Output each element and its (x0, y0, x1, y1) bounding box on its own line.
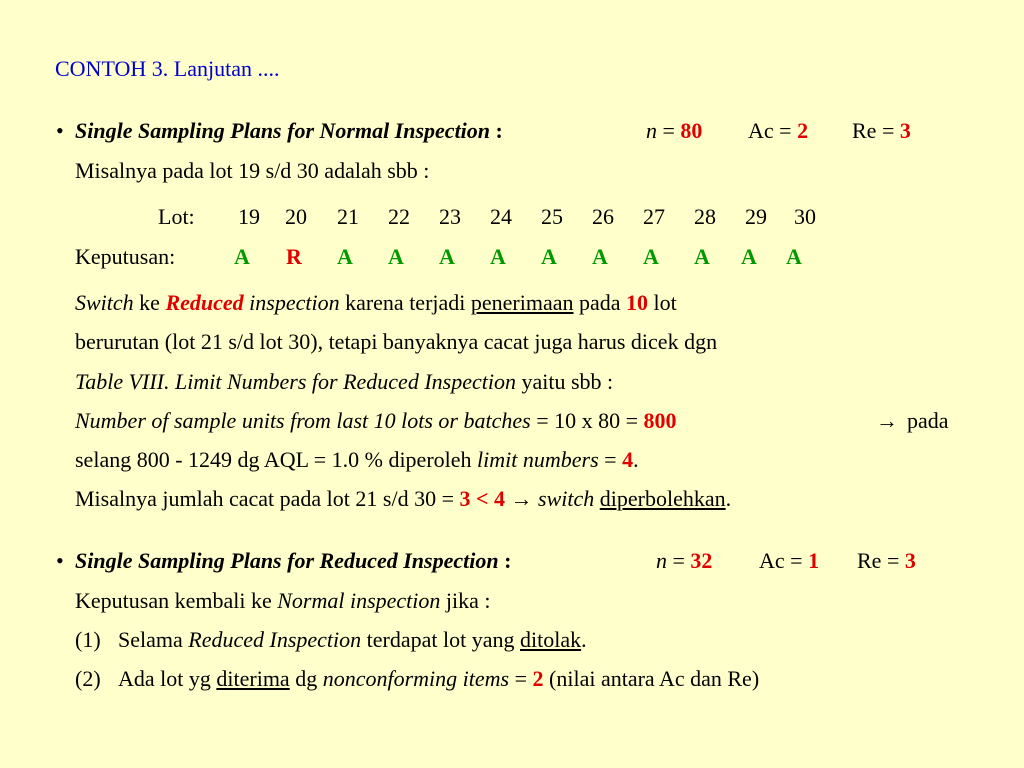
n-label: n (646, 118, 657, 143)
text: terdapat lot yang (361, 627, 520, 652)
text: karena terjadi (339, 290, 471, 315)
decision-value: A (439, 244, 455, 269)
section1-intro: Misalnya pada lot 19 s/d 30 adalah sbb : (75, 158, 430, 183)
section1-colon: : (490, 118, 503, 143)
eq: = (667, 548, 691, 573)
nonconforming-value: 2 (532, 666, 544, 691)
n-value: 80 (680, 118, 703, 143)
paragraph-line-5 (75, 447, 639, 473)
paragraph-line-3 (75, 369, 613, 395)
lot-number: 26 (592, 204, 614, 229)
arrow-right-icon: → (876, 408, 898, 433)
section1-ac (748, 118, 808, 144)
paragraph-line-6 (75, 486, 731, 512)
reduced-term: Reduced (165, 290, 244, 315)
decision-value: A (234, 244, 250, 269)
diterima-term: diterima (216, 666, 290, 691)
item-2-number: (2) (75, 666, 101, 691)
decision-label: Keputusan: (75, 244, 176, 269)
section2-heading-line (75, 548, 511, 574)
limit-numbers-term: limit numbers (477, 447, 599, 472)
section2-heading: Single Sampling Plans for Reduced Inspection (75, 548, 499, 573)
lot-number: 19 (238, 204, 260, 229)
decision-value: A (490, 244, 506, 269)
sample-units-value: 800 (643, 408, 677, 433)
text: selang 800 - 1249 dg AQL = 1.0 % diperoleh (75, 447, 478, 472)
lot-number: 28 (694, 204, 716, 229)
ac-label: Ac = (759, 548, 809, 573)
nonconforming-items-term: nonconforming items (322, 666, 510, 691)
reduced-inspection-term: Reduced Inspection (188, 627, 362, 652)
lot-count-value: 10 (626, 290, 649, 315)
pada-text: pada (907, 408, 949, 433)
item-1-number: (1) (75, 627, 101, 652)
lot-number: 23 (439, 204, 461, 229)
decision-value: A (337, 244, 353, 269)
section1-heading: Single Sampling Plans for Normal Inspection (75, 118, 491, 143)
lot-number: 30 (794, 204, 816, 229)
text: pada (573, 290, 627, 315)
re-value: 3 (899, 118, 911, 143)
text: yaitu sbb : (515, 369, 614, 394)
section2-params (656, 548, 712, 574)
penerimaan-term: penerimaan (470, 290, 574, 315)
bullet-1: • (56, 118, 64, 143)
text: (nilai antara Ac dan Re) (543, 666, 760, 691)
comparison-value: 3 < 4 (459, 486, 506, 511)
text: . (725, 486, 732, 511)
ac-value: 2 (797, 118, 809, 143)
decisions-row (0, 244, 1024, 270)
lots-row (0, 204, 1024, 230)
lot-number: 24 (490, 204, 512, 229)
inspection-term: inspection (243, 290, 340, 315)
re-label: Re = (857, 548, 905, 573)
ac-value: 1 (808, 548, 820, 573)
sample-units-term: Number of sample units from last 10 lots or batches (75, 408, 531, 433)
page-title: CONTOH 3. Lanjutan .... (55, 56, 280, 81)
lot-number: 21 (337, 204, 359, 229)
text: . (581, 627, 587, 652)
normal-inspection-term: Normal inspection (277, 588, 441, 613)
text: = 10 x 80 = (530, 408, 644, 433)
decision-value: R (286, 244, 302, 269)
section2-line-1 (75, 588, 491, 614)
text: Ada lot yg (118, 666, 217, 691)
section1-re (852, 118, 911, 144)
lot-number: 27 (643, 204, 665, 229)
decision-value: A (592, 244, 608, 269)
paragraph-line-2: berurutan (lot 21 s/d lot 30), tetapi banyaknya cacat juga harus dicek dgn (75, 329, 718, 354)
re-label: Re = (852, 118, 900, 143)
section2-colon: : (498, 548, 512, 573)
text: . (633, 447, 639, 472)
table-reference: Table VIII. Limit Numbers for Reduced Inspection (75, 369, 516, 394)
text: dg (289, 666, 323, 691)
paragraph-line-4 (75, 408, 677, 434)
decision-value: A (786, 244, 802, 269)
section1-params (646, 118, 702, 144)
section1-heading-line (75, 118, 503, 144)
re-value: 3 (904, 548, 916, 573)
ditolak-term: ditolak (519, 627, 582, 652)
text: lot (648, 290, 677, 315)
text: = (509, 666, 533, 691)
n-value: 32 (690, 548, 713, 573)
text: jika : (440, 588, 491, 613)
lot-number: 25 (541, 204, 563, 229)
section2-re (857, 548, 916, 574)
lot-number: 29 (745, 204, 767, 229)
item-1 (118, 627, 587, 653)
decision-value: A (741, 244, 757, 269)
section2-ac (759, 548, 819, 574)
text: Selama (118, 627, 189, 652)
text: Misalnya jumlah cacat pada lot 21 s/d 30 = (75, 486, 460, 511)
switch-term: switch (538, 486, 595, 511)
item-2 (118, 666, 759, 692)
decision-value: A (643, 244, 659, 269)
ac-label: Ac = (748, 118, 798, 143)
switch-term: Switch (75, 290, 134, 315)
decision-value: A (694, 244, 710, 269)
n-label: n (656, 548, 667, 573)
lot-label: Lot: (158, 204, 195, 229)
paragraph-line-1 (75, 290, 677, 316)
lot-number: 20 (285, 204, 307, 229)
limit-number-value: 4 (622, 447, 634, 472)
bullet-2: • (56, 548, 64, 573)
eq: = (657, 118, 681, 143)
arrow-right-icon: → (505, 486, 539, 511)
decision-value: A (388, 244, 404, 269)
decision-value: A (541, 244, 557, 269)
diperbolehkan-term: diperbolehkan (599, 486, 726, 511)
lot-number: 22 (388, 204, 410, 229)
text: Keputusan kembali ke (75, 588, 278, 613)
text: = (598, 447, 623, 472)
text: ke (133, 290, 166, 315)
